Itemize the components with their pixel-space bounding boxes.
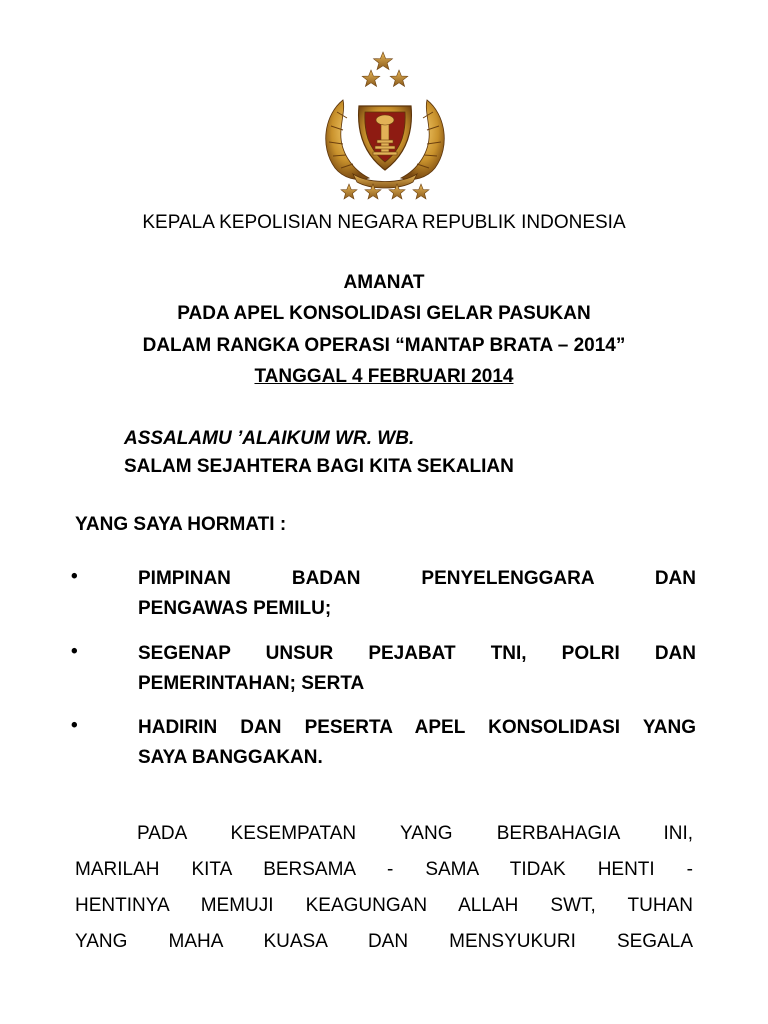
- bullet-icon: •: [71, 641, 78, 662]
- respected-item-line: PENGAWAS PEMILU;: [138, 598, 332, 619]
- document-subtitle-1: PADA APEL KONSOLIDASI GELAR PASUKAN: [177, 303, 591, 324]
- respected-item-line: HADIRIN DAN PESERTA APEL KONSOLIDASI YANG: [138, 717, 696, 738]
- respected-item: [138, 639, 696, 699]
- respected-item-line: PEMERINTAHAN; SERTA: [138, 673, 365, 694]
- greeting-islamic: ASSALAMU ’ALAIKUM WR. WB.: [124, 428, 415, 449]
- police-emblem-icon: [313, 48, 457, 208]
- institution-heading: KEPALA KEPOLISIAN NEGARA REPUBLIK INDONESIA: [142, 212, 626, 233]
- respected-item-line: PIMPINAN BADAN PENYELENGGARA DAN: [138, 568, 696, 589]
- document-title: AMANAT: [343, 272, 425, 293]
- greeting-general: SALAM SEJAHTERA BAGI KITA SEKALIAN: [124, 456, 514, 477]
- respected-item-line: SEGENAP UNSUR PEJABAT TNI, POLRI DAN: [138, 643, 696, 664]
- respected-heading: YANG SAYA HORMATI :: [75, 514, 287, 535]
- respected-item-line: SAYA BANGGAKAN.: [138, 747, 323, 768]
- paragraph-line: HENTINYA MEMUJI KEAGUNGAN ALLAH SWT, TUHAN: [75, 895, 693, 916]
- body-paragraph: [75, 816, 693, 960]
- paragraph-line: PADA KESEMPATAN YANG BERBAHAGIA INI,: [137, 823, 693, 844]
- paragraph-line: MARILAH KITA BERSAMA - SAMA TIDAK HENTI -: [75, 859, 693, 880]
- bullet-icon: •: [71, 566, 78, 587]
- bullet-icon: •: [71, 715, 78, 736]
- respected-item: [138, 564, 696, 624]
- document-date: TANGGAL 4 FEBRUARI 2014: [254, 366, 514, 387]
- paragraph-line: YANG MAHA KUASA DAN MENSYUKURI SEGALA: [75, 931, 693, 952]
- document-subtitle-2: DALAM RANGKA OPERASI “MANTAP BRATA – 2014”: [142, 335, 626, 356]
- respected-item: [138, 713, 696, 773]
